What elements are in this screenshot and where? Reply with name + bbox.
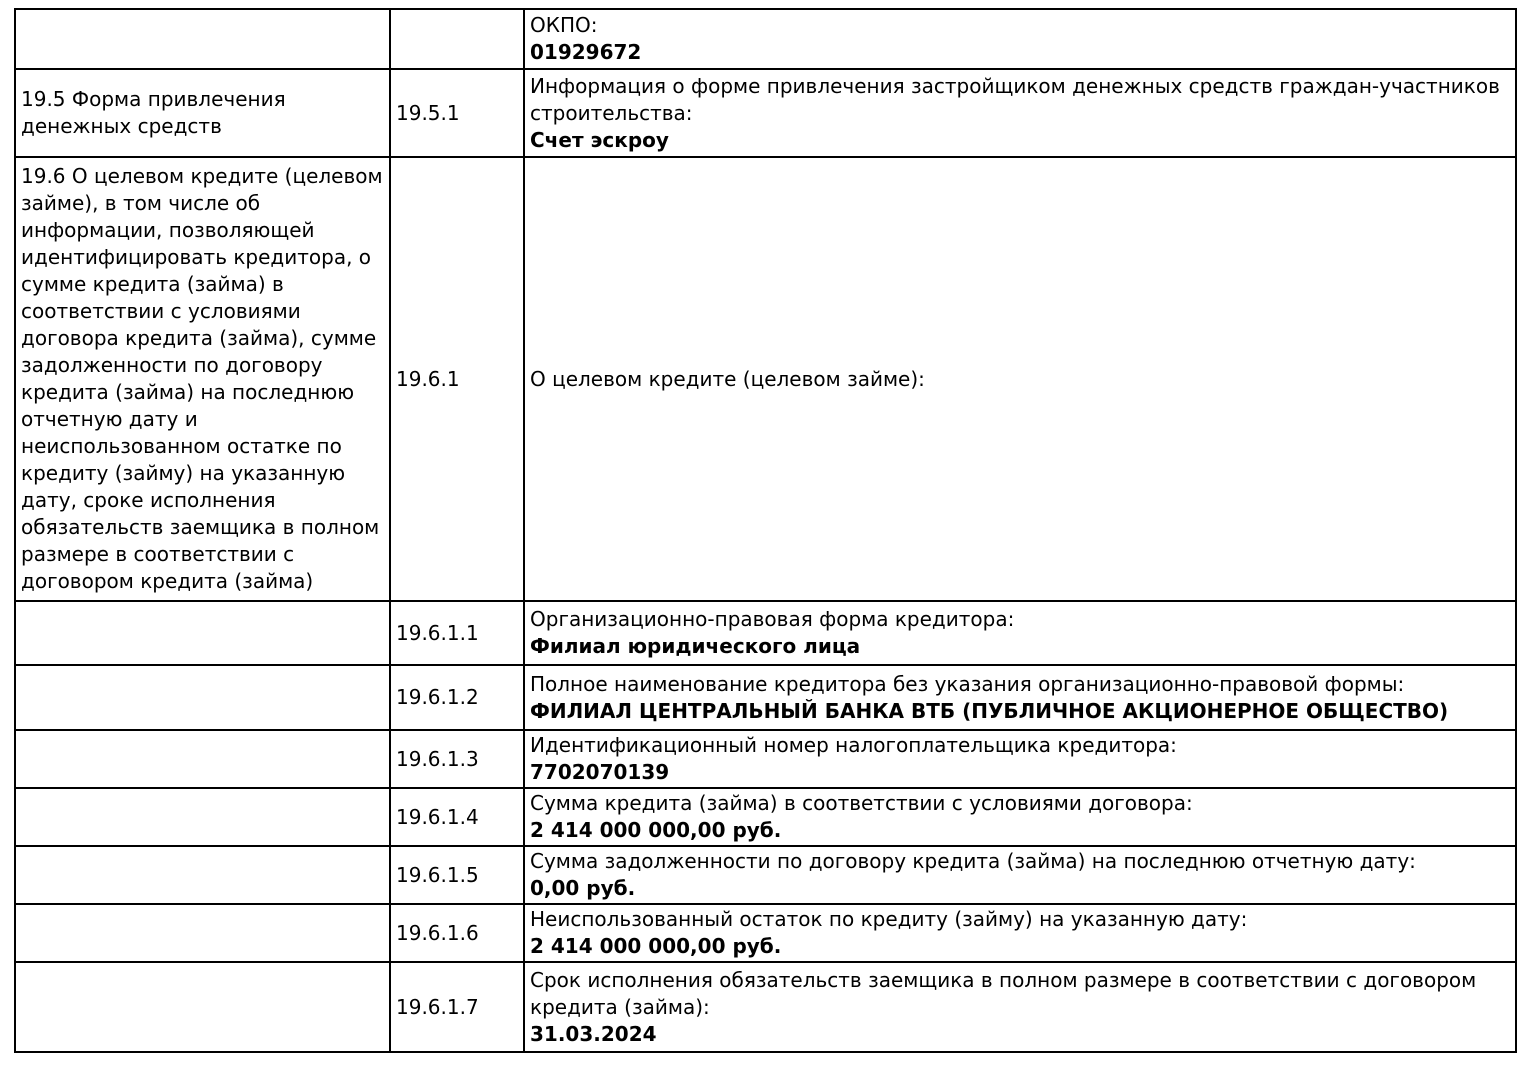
item-number-text: 19.6.1.6	[396, 920, 479, 945]
table-row	[15, 601, 1516, 665]
field-content	[524, 788, 1516, 846]
item-number	[390, 962, 524, 1052]
item-number	[390, 601, 524, 665]
table-row	[15, 69, 1516, 157]
table-row	[15, 730, 1516, 788]
item-number-text: 19.6.1.5	[396, 862, 479, 887]
field-content	[524, 730, 1516, 788]
item-number	[390, 904, 524, 962]
section-cell	[15, 665, 390, 730]
item-number	[390, 9, 524, 69]
field-value: ФИЛИАЛ ЦЕНТРАЛЬНЫЙ БАНКА ВТБ (ПУБЛИЧНОЕ АКЦИОНЕРНОЕ ОБЩЕСТВО)	[530, 698, 1449, 723]
item-number-text: 19.6.1.2	[396, 685, 479, 709]
section-cell	[15, 846, 390, 904]
field-label: Информация о форме привлечения застройщиком денежных средств граждан-участников строительства:	[530, 73, 1500, 125]
field-value: Филиал юридического лица	[530, 634, 861, 658]
field-content	[524, 9, 1516, 69]
section-cell	[15, 962, 390, 1052]
table-row	[15, 157, 1516, 601]
field-label: Идентификационный номер налогоплательщика кредитора:	[530, 733, 1177, 757]
field-value: 01929672	[530, 40, 642, 64]
field-content	[524, 157, 1516, 601]
field-value: 31.03.2024	[530, 1021, 657, 1046]
table-row	[15, 846, 1516, 904]
field-content	[524, 665, 1516, 730]
item-number-text: 19.6.1.3	[396, 746, 479, 771]
section-cell	[15, 9, 390, 69]
table-row	[15, 9, 1516, 69]
section-cell	[15, 157, 390, 601]
field-label: Сумма кредита (займа) в соответствии с условиями договора:	[530, 791, 1193, 815]
table-row	[15, 788, 1516, 846]
table-row	[15, 904, 1516, 962]
item-number	[390, 69, 524, 157]
field-label: Полное наименование кредитора без указания организационно-правовой формы:	[530, 671, 1405, 696]
field-content	[524, 846, 1516, 904]
field-content	[524, 69, 1516, 157]
item-number	[390, 730, 524, 788]
table-row	[15, 665, 1516, 730]
table-row	[15, 962, 1516, 1052]
field-value: 2 414 000 000,00 руб.	[530, 818, 782, 842]
field-value: 7702070139	[530, 760, 670, 784]
item-number	[390, 846, 524, 904]
section-cell	[15, 904, 390, 962]
item-number-text: 19.6.1.1	[396, 620, 479, 645]
field-label: Сумма задолженности по договору кредита (займа) на последнюю отчетную дату:	[530, 849, 1416, 873]
declaration-table	[14, 8, 1517, 1053]
section-cell	[15, 601, 390, 665]
field-content	[524, 962, 1516, 1052]
item-number-text: 19.6.1.4	[396, 804, 479, 829]
item-number-text: 19.6.1.7	[396, 994, 479, 1019]
field-label: ОКПО:	[530, 13, 598, 37]
section-cell	[15, 788, 390, 846]
section-text: 19.5 Форма привлечения денежных средств	[21, 87, 286, 138]
field-label: Неиспользованный остаток по кредиту (займу) на указанную дату:	[530, 907, 1248, 931]
item-number	[390, 788, 524, 846]
field-value: Счет эскроу	[530, 127, 669, 152]
item-number	[390, 665, 524, 730]
field-label: О целевом кредите (целевом займе):	[530, 366, 925, 391]
section-text: 19.6 О целевом кредите (целевом займе), в том числе об информации, позволяющей идентифицировать кредитора, о сумме кредита (займа) в соответствии с условиями договора кредита (займа), сумме задолженности по договору кредита (займа) на последнюю отчетную дату и неиспользованном остатке по кредиту (займу) на указанную дату, сроке исполнения обязательств заемщика в полном размере в соответствии с договором кредита (займа)	[21, 164, 383, 593]
item-number-text: 19.5.1	[396, 100, 460, 125]
field-content	[524, 904, 1516, 962]
field-label: Организационно-правовая форма кредитора:	[530, 607, 1015, 631]
section-cell	[15, 69, 390, 157]
field-content	[524, 601, 1516, 665]
item-number	[390, 157, 524, 601]
item-number-text: 19.6.1	[396, 366, 460, 391]
field-value: 0,00 руб.	[530, 876, 636, 900]
field-label: Срок исполнения обязательств заемщика в полном размере в соответствии с договором кредита (займа):	[530, 967, 1477, 1019]
section-cell	[15, 730, 390, 788]
field-value: 2 414 000 000,00 руб.	[530, 934, 782, 958]
